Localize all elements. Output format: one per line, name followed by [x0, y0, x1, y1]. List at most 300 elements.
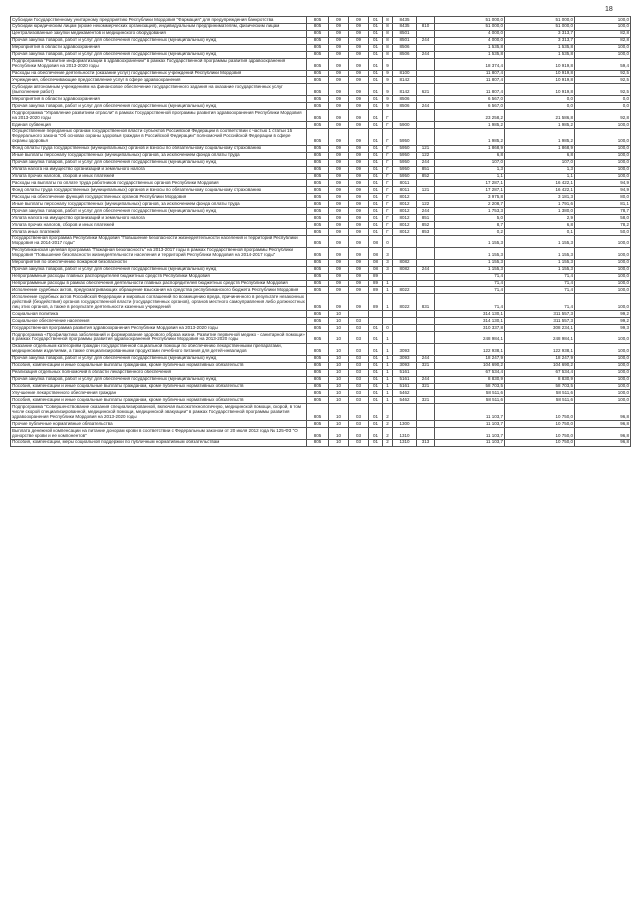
table-row	[11, 159, 631, 166]
cell-glava: 805	[307, 152, 329, 159]
cell-rz: 10	[329, 404, 349, 421]
cell-glava: 805	[307, 383, 329, 390]
cell-pct: 100,0	[575, 23, 631, 30]
cell-pr: 03	[349, 332, 369, 344]
cell-cs1: 01	[369, 343, 383, 355]
cell-glava: 805	[307, 51, 329, 58]
table-row	[11, 247, 631, 259]
cell-cs2: 2	[383, 439, 393, 446]
cell-fact: 1 380,0	[505, 208, 575, 215]
table-row	[11, 180, 631, 187]
cell-fact: 51 000,0	[505, 23, 575, 30]
cell-glava: 805	[307, 17, 329, 24]
cell-fact: 3 181,3	[505, 194, 575, 201]
cell-pct: 100,0	[575, 287, 631, 294]
cell-name: Государственная программа Республики Мордовия "Повышение безопасности жизнедеятельности населения и территорий Республики Мордовия на 2014-2017 годы"	[11, 235, 307, 247]
table-row	[11, 51, 631, 58]
cell-rz: 10	[329, 428, 349, 440]
cell-pr: 09	[349, 110, 369, 122]
cell-fact: 10 919,8	[505, 70, 575, 77]
cell-rz: 09	[329, 103, 349, 110]
cell-fact: 1 155,3	[505, 259, 575, 266]
cell-fact: 1 985,2	[505, 122, 575, 129]
cell-pct: 100,0	[575, 247, 631, 259]
cell-name: Уплата налога на имущество организаций и земельного налога	[11, 215, 307, 222]
cell-pct: 99,2	[575, 311, 631, 318]
cell-plan: 1 155,3	[435, 259, 505, 266]
cell-fact: 2,9	[505, 215, 575, 222]
cell-cs2: 1	[383, 355, 393, 362]
cell-name: Централизованные закупки медикаментов и медицинского оборудования	[11, 30, 307, 37]
cell-name: Прочая закупка товаров, работ и услуг для обеспечения государственных (муниципальных) нужд	[11, 159, 307, 166]
table-row	[11, 397, 631, 404]
cell-cs1: 08	[369, 266, 383, 273]
cell-pct: 100,0	[575, 159, 631, 166]
cell-pr: 09	[349, 96, 369, 103]
cell-pct: 59,4	[575, 58, 631, 70]
table-row	[11, 332, 631, 344]
cell-cs1	[369, 318, 383, 325]
cell-pct: 96,8	[575, 404, 631, 421]
cell-plan: 11 103,7	[435, 428, 505, 440]
cell-fact: 1 791,6	[505, 201, 575, 208]
cell-pct: 100,0	[575, 173, 631, 180]
cell-glava: 805	[307, 362, 329, 369]
cell-rz: 09	[329, 187, 349, 194]
cell-name: Подпрограмма «Профилактика заболеваний и формирование здорового образа жизни. Развитие первичной медико - санитарной помощи» в рамках Государственной программы развития здравоохранения Республики Мордовия на 2013-2020 годы	[12, 331, 305, 342]
cell-cs3: 8506	[393, 103, 417, 110]
cell-fact: 104 690,2	[505, 362, 575, 369]
cell-rz: 09	[329, 30, 349, 37]
cell-cs3	[393, 332, 417, 344]
cell-fact: 248 984,1	[505, 332, 575, 344]
cell-pct: 96,8	[575, 439, 631, 446]
cell-plan: 51 000,0	[435, 23, 505, 30]
cell-rz: 09	[329, 23, 349, 30]
cell-cs3: 8022	[393, 294, 417, 311]
cell-glava: 805	[307, 96, 329, 103]
cell-vr: 321	[417, 362, 435, 369]
cell-cs2: 1	[383, 294, 393, 311]
cell-cs2: 9	[383, 77, 393, 84]
table-row	[11, 17, 631, 24]
table-row	[11, 128, 631, 145]
cell-rz: 09	[329, 166, 349, 173]
cell-rz: 09	[329, 145, 349, 152]
cell-name: Субсидии Государственному унитарному предприятию Республики Мордовия "Фармация" для предупреждения банкротства	[11, 17, 307, 24]
table-row	[11, 343, 631, 355]
cell-plan: 1 535,8	[435, 51, 505, 58]
cell-vr: 244	[417, 208, 435, 215]
table-row	[11, 145, 631, 152]
cell-cs2: 9	[383, 96, 393, 103]
cell-vr: 244	[417, 103, 435, 110]
cell-vr: 244	[417, 376, 435, 383]
table-row	[11, 70, 631, 77]
cell-vr: 621	[417, 84, 435, 96]
cell-pr: 03	[349, 318, 369, 325]
cell-plan: 58 511,6	[435, 390, 505, 397]
cell-fact: 10 919,8	[505, 77, 575, 84]
cell-glava: 805	[307, 287, 329, 294]
cell-cs1: 01	[369, 362, 383, 369]
cell-cs2: 3	[383, 247, 393, 259]
cell-glava: 805	[307, 173, 329, 180]
cell-name: Прочая закупка товаров, работ и услуг для обеспечения государственных (муниципальных) нужд	[11, 355, 307, 362]
cell-name: Иные выплаты персоналу государственных (муниципальных) органов, за исключением фонда оплаты труда	[11, 201, 307, 208]
cell-cs1: 01	[369, 355, 383, 362]
cell-name: Субсидии автономным учреждениям на финансовое обеспечение государственного задания на оказание государственных услуг (выполнение работ)	[11, 84, 307, 96]
cell-pr: 03	[349, 376, 369, 383]
cell-pr: 09	[349, 259, 369, 266]
cell-vr	[417, 17, 435, 24]
cell-fact: 58 511,6	[505, 390, 575, 397]
cell-pr: 03	[349, 428, 369, 440]
cell-pr: 09	[349, 173, 369, 180]
cell-cs3: 1310	[393, 439, 417, 446]
cell-rz: 09	[329, 110, 349, 122]
cell-fact: 0,0	[505, 103, 575, 110]
table-row	[11, 37, 631, 44]
cell-rz: 09	[329, 208, 349, 215]
cell-pct: 58,0	[575, 215, 631, 222]
cell-cs3	[393, 273, 417, 280]
cell-fact: 1,1	[505, 173, 575, 180]
cell-pct: 78,2	[575, 222, 631, 229]
cell-cs2: 9	[383, 58, 393, 70]
cell-name: Пособия, компенсации и иные социальные выплаты гражданам, кроме публичных нормативных обязательств	[11, 397, 307, 404]
cell-cs1: 01	[369, 325, 383, 332]
cell-cs1: 01	[369, 208, 383, 215]
cell-pct: 100,0	[575, 166, 631, 173]
cell-vr: 121	[417, 145, 435, 152]
cell-cs1: 01	[369, 173, 383, 180]
cell-pct: 100,0	[575, 397, 631, 404]
cell-cs1: 89	[369, 294, 383, 311]
cell-plan: 122 938,1	[435, 343, 505, 355]
cell-cs3: 8011	[393, 187, 417, 194]
table-row	[11, 110, 631, 122]
cell-plan: 8 830,9	[435, 376, 505, 383]
cell-fact: 1 535,8	[505, 51, 575, 58]
cell-glava: 805	[307, 122, 329, 129]
cell-fact: 10 750,0	[505, 439, 575, 446]
cell-plan: 1 985,2	[435, 128, 505, 145]
cell-glava: 805	[307, 77, 329, 84]
cell-vr: 122	[417, 152, 435, 159]
cell-pct: 92,8	[575, 110, 631, 122]
cell-plan: 6 567,0	[435, 96, 505, 103]
cell-name: Прочая закупка товаров, работ и услуг для обеспечения государственных (муниципальных) нужд	[11, 103, 307, 110]
cell-name: Республиканская целевая программа "Пожарная безопасность" на 2013-2017 годы в рамках Государственной программы Республики Мордовия "Повышение безопасности жизнедеятельности населения и территорий Республики Мордовия на 2014-2017 годы"	[11, 247, 307, 259]
table-row	[11, 294, 631, 311]
cell-vr: 244	[417, 37, 435, 44]
cell-pct: 100,0	[575, 280, 631, 287]
cell-cs1: 01	[369, 383, 383, 390]
cell-plan: 248 984,1	[435, 332, 505, 344]
cell-cs1: 01	[369, 23, 383, 30]
cell-glava: 805	[307, 194, 329, 201]
cell-cs3	[393, 247, 417, 259]
cell-cs3	[393, 311, 417, 318]
cell-pr: 09	[349, 30, 369, 37]
table-row	[11, 222, 631, 229]
cell-plan: 11 103,7	[435, 421, 505, 428]
cell-fact: 10 750,0	[505, 404, 575, 421]
cell-plan: 11 807,4	[435, 70, 505, 77]
cell-cs2: 8	[383, 44, 393, 51]
cell-cs3: 8012	[393, 229, 417, 236]
table-row	[11, 58, 631, 70]
cell-cs3: 5462	[393, 390, 417, 397]
cell-cs3: 8506	[393, 96, 417, 103]
cell-pct: 100,0	[575, 383, 631, 390]
cell-name: Социальное обеспечение населения	[11, 318, 307, 325]
cell-pr: 09	[349, 215, 369, 222]
cell-pct: 94,9	[575, 180, 631, 187]
cell-pct: 100,0	[575, 332, 631, 344]
cell-glava: 805	[307, 37, 329, 44]
cell-plan: 1,3	[435, 166, 505, 173]
cell-name: Учреждения, обеспечивающие предоставление услуг в сфере здравоохранения	[11, 77, 307, 84]
cell-vr	[417, 287, 435, 294]
table-row	[11, 362, 631, 369]
cell-rz: 09	[329, 294, 349, 311]
cell-pr: 03	[349, 343, 369, 355]
cell-cs3: 5900	[393, 122, 417, 129]
cell-pct: 100,0	[575, 376, 631, 383]
cell-cs2	[383, 311, 393, 318]
cell-fact: 1 535,8	[505, 44, 575, 51]
cell-cs3: 8501	[393, 37, 417, 44]
cell-glava: 805	[307, 280, 329, 287]
cell-cs1: 01	[369, 404, 383, 421]
cell-plan: 1 155,3	[435, 235, 505, 247]
cell-name: Мероприятия в области здравоохранения	[11, 44, 307, 51]
cell-vr	[417, 194, 435, 201]
cell-plan: 3 975,8	[435, 194, 505, 201]
cell-cs1: 01	[369, 77, 383, 84]
cell-fact: 0,0	[505, 96, 575, 103]
cell-plan: 11 103,7	[435, 404, 505, 421]
cell-fact: 6,8	[505, 152, 575, 159]
cell-vr	[417, 180, 435, 187]
cell-name: Исполнение судебных актов Российской Федерации и мировых соглашений по возмещению вреда, причиненного в результате незаконных действий (бездействия) органов государственной власти (государственных органов), органов местного самоуправления либо должностных лиц этих органов, а также в результате деятельности казенных учреждений	[12, 293, 305, 309]
cell-rz: 10	[329, 355, 349, 362]
table-row	[11, 152, 631, 159]
cell-vr	[417, 273, 435, 280]
cell-plan: 1 535,8	[435, 44, 505, 51]
cell-pct: 100,0	[575, 369, 631, 376]
cell-fact: 1 985,2	[505, 128, 575, 145]
table-row	[11, 187, 631, 194]
cell-cs3: 3093	[393, 343, 417, 355]
cell-cs3	[393, 235, 417, 247]
cell-vr	[417, 369, 435, 376]
cell-pct: 100,0	[575, 390, 631, 397]
cell-name: Исполнение судебных актов, предусматривающих обращение взыскания на средства республиканского бюджета Республики Мордовия	[11, 287, 307, 294]
cell-glava: 805	[307, 355, 329, 362]
cell-vr: 831	[417, 294, 435, 311]
cell-cs3: 8506	[393, 44, 417, 51]
cell-cs2: Г	[383, 159, 393, 166]
cell-cs2: 8	[383, 37, 393, 44]
cell-plan: 23 258,2	[435, 110, 505, 122]
cell-cs3: 8082	[393, 266, 417, 273]
cell-pct: 92,5	[575, 70, 631, 77]
cell-cs3: 5950	[393, 166, 417, 173]
cell-pct: 100,0	[575, 273, 631, 280]
cell-glava: 805	[307, 439, 329, 446]
cell-cs1: 01	[369, 145, 383, 152]
cell-plan: 58 703,5	[435, 383, 505, 390]
cell-cs2: Г	[383, 110, 393, 122]
cell-pct: 50,0	[575, 229, 631, 236]
cell-fact: 3 313,7	[505, 37, 575, 44]
cell-cs3: 5462	[393, 397, 417, 404]
cell-vr: 121	[417, 187, 435, 194]
cell-name: Прочие публичные нормативные обязательства	[11, 421, 307, 428]
cell-pr: 03	[349, 383, 369, 390]
cell-glava: 805	[307, 311, 329, 318]
cell-cs3: 8142	[393, 77, 417, 84]
cell-name: Осуществление переданных органам государственной власти субъектов Российской Федерации в соответствии с частью 1 статьи 15 Федерального закона "Об основах охраны здоровья граждан в Российской Федерации" полномочий Российской Федерации в сфере охраны здоровья	[11, 128, 307, 145]
table-row	[11, 287, 631, 294]
cell-rz: 09	[329, 37, 349, 44]
cell-cs2: 1	[383, 390, 393, 397]
cell-cs2: 0	[383, 325, 393, 332]
table-row	[11, 369, 631, 376]
cell-vr	[417, 428, 435, 440]
cell-name: Уплата налога на имущество организаций и земельного налога	[11, 166, 307, 173]
cell-pr: 09	[349, 247, 369, 259]
cell-cs2: Г	[383, 152, 393, 159]
table-row	[11, 318, 631, 325]
cell-glava: 805	[307, 390, 329, 397]
cell-cs2: Г	[383, 201, 393, 208]
cell-name: Государственная программа развития здравоохранения Республики Мордовия на 2013-2020 годы	[11, 325, 307, 332]
table-row	[11, 215, 631, 222]
cell-pr: 09	[349, 222, 369, 229]
cell-vr: 321	[417, 397, 435, 404]
cell-glava: 805	[307, 259, 329, 266]
cell-cs3: 3093	[393, 355, 417, 362]
cell-plan: 8,7	[435, 222, 505, 229]
table-row	[11, 103, 631, 110]
cell-vr	[417, 259, 435, 266]
cell-glava: 805	[307, 273, 329, 280]
cell-cs2: 1	[383, 383, 393, 390]
table-row	[11, 96, 631, 103]
cell-vr: 321	[417, 383, 435, 390]
cell-cs2: Г	[383, 128, 393, 145]
cell-pct: 100,0	[575, 266, 631, 273]
cell-vr: 810	[417, 23, 435, 30]
cell-fact: 107,0	[505, 159, 575, 166]
cell-cs1: 01	[369, 122, 383, 129]
cell-name: Улучшение лекарственного обеспечения граждан	[11, 390, 307, 397]
cell-fact: 10 919,8	[505, 58, 575, 70]
cell-fact: 1 155,3	[505, 266, 575, 273]
cell-vr	[417, 311, 435, 318]
cell-cs3: 8100	[393, 70, 417, 77]
table-row	[11, 280, 631, 287]
cell-glava: 805	[307, 159, 329, 166]
cell-plan: 0,2	[435, 229, 505, 236]
cell-vr	[417, 343, 435, 355]
cell-cs2: 1	[383, 369, 393, 376]
cell-cs3: 8012	[393, 215, 417, 222]
cell-fact: 6,8	[505, 222, 575, 229]
cell-plan: 6 567,0	[435, 103, 505, 110]
cell-pct: 100,0	[575, 128, 631, 145]
cell-pr: 09	[349, 145, 369, 152]
cell-rz: 09	[329, 215, 349, 222]
cell-glava: 805	[307, 404, 329, 421]
table-row	[11, 194, 631, 201]
cell-glava: 805	[307, 44, 329, 51]
cell-cs1: 01	[369, 229, 383, 236]
cell-pct: 99,2	[575, 318, 631, 325]
cell-fact: 3 313,7	[505, 30, 575, 37]
cell-fact: 10 919,8	[505, 84, 575, 96]
table-row	[11, 355, 631, 362]
cell-pr: 03	[349, 325, 369, 332]
cell-pct: 96,8	[575, 428, 631, 440]
table-row	[11, 428, 631, 440]
cell-fact: 10 750,0	[505, 428, 575, 440]
cell-cs1: 08	[369, 235, 383, 247]
cell-pr: 09	[349, 58, 369, 70]
cell-glava: 805	[307, 70, 329, 77]
cell-cs2: 9	[383, 103, 393, 110]
cell-glava: 805	[307, 128, 329, 145]
cell-cs2: 1	[383, 343, 393, 355]
cell-name: Уплата прочих налогов, сборов и иных платежей	[11, 222, 307, 229]
cell-pct: 100,0	[575, 17, 631, 24]
cell-rz: 10	[329, 369, 349, 376]
cell-rz: 10	[329, 318, 349, 325]
cell-cs1: 01	[369, 152, 383, 159]
cell-cs2: 1	[383, 376, 393, 383]
cell-fact: 16 422,1	[505, 187, 575, 194]
cell-rz: 10	[329, 332, 349, 344]
cell-rz: 09	[329, 96, 349, 103]
cell-cs1: 01	[369, 51, 383, 58]
cell-cs2: 2	[383, 428, 393, 440]
cell-pct: 99,3	[575, 325, 631, 332]
cell-pr: 09	[349, 194, 369, 201]
cell-plan: 17 287,1	[435, 187, 505, 194]
table-row	[11, 376, 631, 383]
cell-fact: 1,3	[505, 166, 575, 173]
cell-pct: 92,5	[575, 77, 631, 84]
table-row	[11, 404, 631, 421]
table-row	[11, 390, 631, 397]
cell-cs2: 8	[383, 51, 393, 58]
cell-fact: 71,4	[505, 273, 575, 280]
cell-vr	[417, 96, 435, 103]
cell-plan: 6,8	[435, 152, 505, 159]
cell-pr: 09	[349, 84, 369, 96]
cell-rz: 10	[329, 421, 349, 428]
cell-cs2: 3	[383, 259, 393, 266]
cell-fact: 122 938,1	[505, 343, 575, 355]
cell-fact: 71,4	[505, 294, 575, 311]
cell-cs1: 01	[369, 369, 383, 376]
cell-cs3: 1310	[393, 428, 417, 440]
cell-rz: 10	[329, 439, 349, 446]
